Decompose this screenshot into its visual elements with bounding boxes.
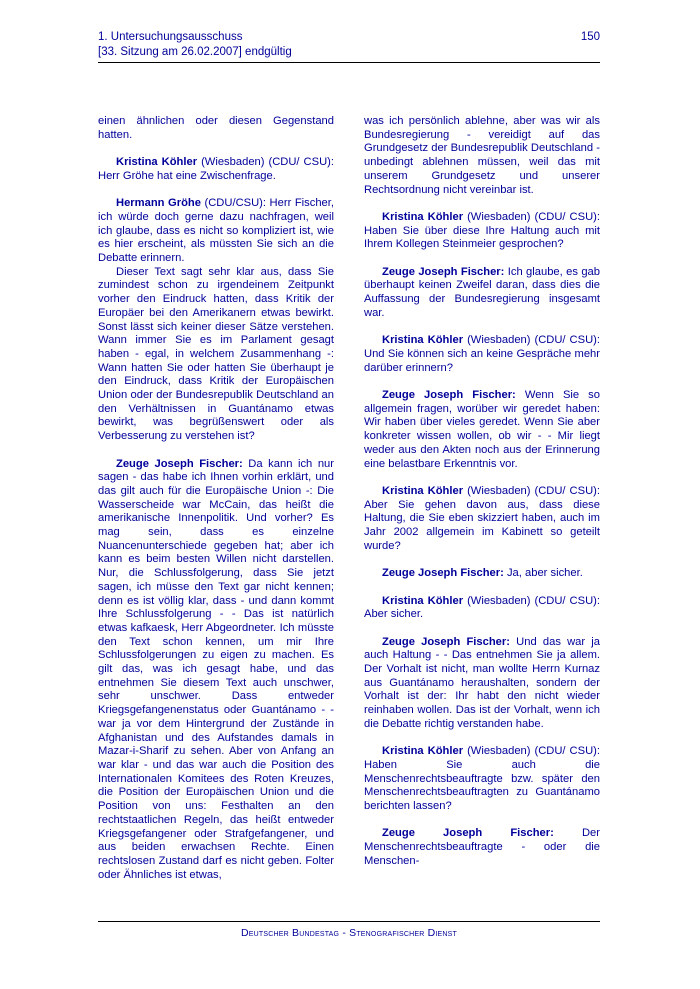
speaker-name: Zeuge Joseph Fischer: <box>382 635 510 648</box>
paragraph-text: (Wiesbaden) (CDU/ CSU): Aber Sie gehen davon aus, dass diese Haltung, die Sie eben skizziert haben, auch im Jahr 2002 allgemein im Kabinett so geteilt wurde? <box>364 484 600 552</box>
speaker-name: Kristina Köhler <box>382 484 464 497</box>
paragraph-text: Ich glaube, es gab überhaupt keinen Zweifel daran, dass dies die Auffassung der Bundesregierung insgesamt war. <box>364 265 600 319</box>
speaker-name: Zeuge Joseph Fischer: <box>382 827 554 840</box>
paragraph-text: (Wiesbaden) (CDU/ CSU): Herr Gröhe hat eine Zwischenfrage. <box>98 156 334 182</box>
paragraph <box>364 389 600 471</box>
speaker-name: Zeuge Joseph Fischer: <box>382 389 516 401</box>
paragraph <box>364 485 600 554</box>
paragraph-text: Dieser Text sagt sehr klar aus, dass Sie zumindest schon zu irgendeinem Zeitpunkt vorher den Eindruck hatten, dass Kritik der Europäer bei den Amerikanern etwas bewirkt. Sonst lässt sich keiner dieser Sätze verstehen. Wann immer Sie es im Parlament gesagt haben - egal, in welchem Zusammenhang -: Wann hatten Sie oder hatten Sie überhaupt je den Eindruck, dass Kritik der Europäischen Union oder der Bundesrepublik Deutschland an den Verhältnissen in Guantánamo etwas bewirkt, was begrüßenswert oder als Verbesserung zu verstehen ist? <box>98 265 334 443</box>
speaker-name: Kristina Köhler <box>382 745 464 758</box>
paragraph <box>364 745 600 814</box>
paragraph <box>364 334 600 375</box>
paragraph <box>364 567 600 581</box>
paragraph-text: einen ähnlichen oder diesen Gegenstand hatten. <box>98 115 334 141</box>
paragraph-text: Ja, aber sicher. <box>503 567 583 580</box>
paragraph-text: (Wiesbaden) (CDU/ CSU): Haben Sie über diese Ihre Haltung auch mit Ihrem Kollegen Steinmeier gesprochen? <box>364 210 600 251</box>
speaker-name: Zeuge Joseph Fischer: <box>382 567 504 580</box>
page-number: 150 <box>580 31 600 43</box>
paragraph-text: (Wiesbaden) (CDU/ CSU): Aber sicher. <box>364 594 600 621</box>
paragraph-text: Der Menschenrechtsbeauftragte - oder die Menschen- <box>364 827 600 867</box>
header-rule <box>98 62 600 63</box>
paragraph-text: was ich persönlich ablehne, aber was wir als Bundesregierung - vereidigt auf das Grundgesetz der Bundesrepublik Deutschland - unbedingt ablehnen müssen, weil das mit unserem Grundgesetz und unserer Rechtsordnung nicht vereinbar ist. <box>364 115 600 196</box>
paragraph <box>364 636 600 732</box>
paragraph <box>364 595 600 622</box>
page-footer: Deutscher Bundestag - Stenografischer Dienst <box>241 927 457 939</box>
paragraph-text: (Wiesbaden) (CDU/ CSU): Haben Sie auch die Menschenrechtsbeauftragte bzw. später den Menschenrechtsbeauftragten zu Guantánamo berichten lassen? <box>364 745 600 813</box>
paragraph <box>98 458 334 883</box>
speaker-name: Hermann Gröhe <box>116 197 201 210</box>
page-header <box>98 30 600 60</box>
committee-title: 1. Untersuchungsausschuss <box>98 31 243 43</box>
left-column <box>98 115 334 896</box>
paragraph <box>98 156 334 183</box>
paragraph <box>98 197 334 266</box>
speaker-name: Zeuge Joseph Fischer: <box>382 265 505 278</box>
paragraph-text: Wenn Sie so allgemein fragen, worüber wir geredet haben: Wir haben über vieles geredet. Wenn Sie aber konkreter wissen wollen, ob wir - - Mir liegt weder aus den Akten noch aus der Erinnerung eine belastbare Erkenntnis vor. <box>364 389 600 470</box>
speaker-name: Kristina Köhler <box>382 334 464 347</box>
speaker-name: Kristina Köhler <box>382 594 464 607</box>
paragraph <box>364 827 600 868</box>
paragraph <box>364 211 600 252</box>
paragraph <box>98 266 334 444</box>
speaker-name: Zeuge Joseph Fischer: <box>116 457 243 470</box>
paragraph-text: (Wiesbaden) (CDU/ CSU): Und Sie können sich an keine Gespräche mehr darüber erinnern? <box>364 334 600 374</box>
paragraph-text: (CDU/CSU): Herr Fischer, ich würde doch gerne dazu nachfragen, weil ich glaube, dass es nicht so kompliziert ist, wie es hier erscheint, als müssten Sie sich an die Debatte erinnern. <box>98 197 334 264</box>
paragraph <box>364 115 600 197</box>
paragraph-text: Und das war ja auch Haltung - - Das entnehmen Sie ja allem. Der Vorhalt ist nicht, man wollte Herrn Kurnaz aus Guantánamo heraushalten, sondern der Vorhalt ist der: Ihr habt den nicht wieder reinhaben wollen. Das ist der Vorhalt, wenn ich die Debatte richtig verstanden habe. <box>364 635 600 730</box>
right-column <box>364 115 600 869</box>
paragraph-text: Da kann ich nur sagen - das habe ich Ihnen vorhin erklärt, und das gilt auch für die Europäische Union -: Die Wasserscheide war McCain, das heißt die amerikanische Innenpolitik. Und vorher? Es mag sein, dass es einzelne Nuancenunterschiede gegeben hat; aber ich kann es beim besten Willen nicht darstellen. Nur, die Schlussfolgerung, dass Sie jetzt sagen, ich müsse den Text gar nicht kennen; denn es ist völlig klar, dass - und dann kommt Ihre Schlussfolgerung - - Das ist natürlich etwas kafkaesk, Herr Abgeordneter. Ich müsste den Text schon kennen, um mir Ihre Schlussfolgerungen zu eigen zu machen. Es gilt das, was ich gesagt habe, und das entnehmen Sie diesem Text auch unschwer, sehr unschwer. Dass entweder Kriegsgefangenenstatus oder Guantánamo - - war ja vor dem Hintergrund der Zustände in Afghanistan und des Aufstandes damals in Mazar-i-Sharif zu sehen. Aber von Anfang an war klar - und das war auch die Position des Internationalen Komitees des Roten Kreuzes, die Position der Europäischen Union und die Position von uns: Festhalten an den rechtstaatlichen Regeln, das heißt entweder Kriegsgefangener oder Strafgefangener, und aus beiden erwachsen Rechte. Einen rechtslosen Zustand darf es nicht geben. Folter oder Ähnliches ist etwas, <box>98 457 334 881</box>
speaker-name: Kristina Köhler <box>382 210 464 223</box>
paragraph <box>364 266 600 321</box>
paragraph <box>98 115 334 142</box>
footer-rule <box>98 921 600 922</box>
speaker-name: Kristina Köhler <box>116 156 198 169</box>
session-info: [33. Sitzung am 26.02.2007] endgültig <box>98 46 292 58</box>
